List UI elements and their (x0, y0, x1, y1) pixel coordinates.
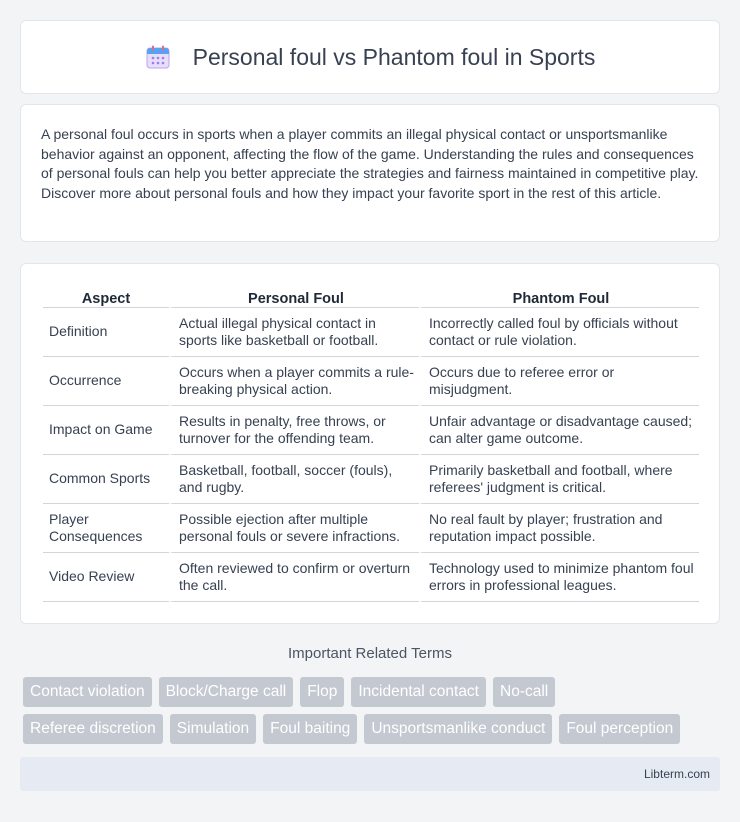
header-personal-foul: Personal Foul (169, 286, 419, 308)
row-aspect: Definition (43, 308, 169, 357)
row-phantom: Incorrectly called foul by officials without contact or rule violation. (419, 308, 699, 357)
table-row (43, 455, 699, 504)
tag-no-call[interactable]: No-call (493, 677, 555, 707)
header-aspect: Aspect (43, 286, 169, 308)
row-personal: Basketball, football, soccer (fouls), and rugby. (169, 455, 419, 504)
tag-referee-discretion[interactable]: Referee discretion (23, 714, 163, 744)
tag-incidental-contact[interactable]: Incidental contact (351, 677, 486, 707)
tag-contact-violation[interactable]: Contact violation (23, 677, 152, 707)
table-row (43, 308, 699, 357)
row-phantom: No real fault by player; frustration and reputation impact possible. (419, 504, 699, 553)
tag-unsportsmanlike-conduct[interactable]: Unsportsmanlike conduct (364, 714, 552, 744)
tag-row (23, 714, 723, 744)
row-personal: Results in penalty, free throws, or turnover for the offending team. (169, 406, 419, 455)
row-personal: Actual illegal physical contact in sports like basketball or football. (169, 308, 419, 357)
tag-foul-perception[interactable]: Foul perception (559, 714, 680, 744)
page-title: Personal foul vs Phantom foul in Sports (192, 43, 596, 70)
tag-block-charge-call[interactable]: Block/Charge call (159, 677, 294, 707)
row-personal: Often reviewed to confirm or overturn the call. (169, 553, 419, 602)
comparison-table-card (20, 263, 720, 624)
tag-simulation[interactable]: Simulation (170, 714, 256, 744)
table-row (43, 357, 699, 406)
row-aspect: Player Consequences (43, 504, 169, 553)
footer-site-link[interactable]: Libterm.com (643, 767, 710, 781)
calendar-icon (145, 44, 171, 70)
tag-flop[interactable]: Flop (300, 677, 344, 707)
table-header-row (43, 286, 699, 308)
table-row (43, 504, 699, 553)
tag-foul-baiting[interactable]: Foul baiting (263, 714, 357, 744)
intro-card (20, 104, 720, 242)
table-row (43, 553, 699, 602)
row-phantom: Primarily basketball and football, where referees' judgment is critical. (419, 455, 699, 504)
row-aspect: Common Sports (43, 455, 169, 504)
footer (20, 757, 720, 791)
related-terms-title: Important Related Terms (288, 645, 452, 662)
row-phantom: Technology used to minimize phantom foul errors in professional leagues. (419, 553, 699, 602)
row-aspect: Video Review (43, 553, 169, 602)
header-phantom-foul: Phantom Foul (419, 286, 699, 308)
row-aspect: Occurrence (43, 357, 169, 406)
row-personal: Possible ejection after multiple personal fouls or severe infractions. (169, 504, 419, 553)
comparison-table (43, 286, 699, 602)
row-phantom: Unfair advantage or disadvantage caused; can alter game outcome. (419, 406, 699, 455)
row-phantom: Occurs due to referee error or misjudgment. (419, 357, 699, 406)
table-row (43, 406, 699, 455)
intro-paragraph: A personal foul occurs in sports when a player commits an illegal physical contact or unsportsmanlike behavior against an opponent, affecting the flow of the game. Understanding the rules and consequences of personal fouls can help you better appreciate the strategies and fairness maintained in competitive play. Discover more about personal fouls and how they impact your favorite sport in the rest of this article. (41, 126, 699, 201)
header-card (20, 20, 720, 94)
tag-row (23, 677, 723, 707)
row-aspect: Impact on Game (43, 406, 169, 455)
row-personal: Occurs when a player commits a rule-breaking physical action. (169, 357, 419, 406)
related-terms-list (23, 677, 723, 751)
